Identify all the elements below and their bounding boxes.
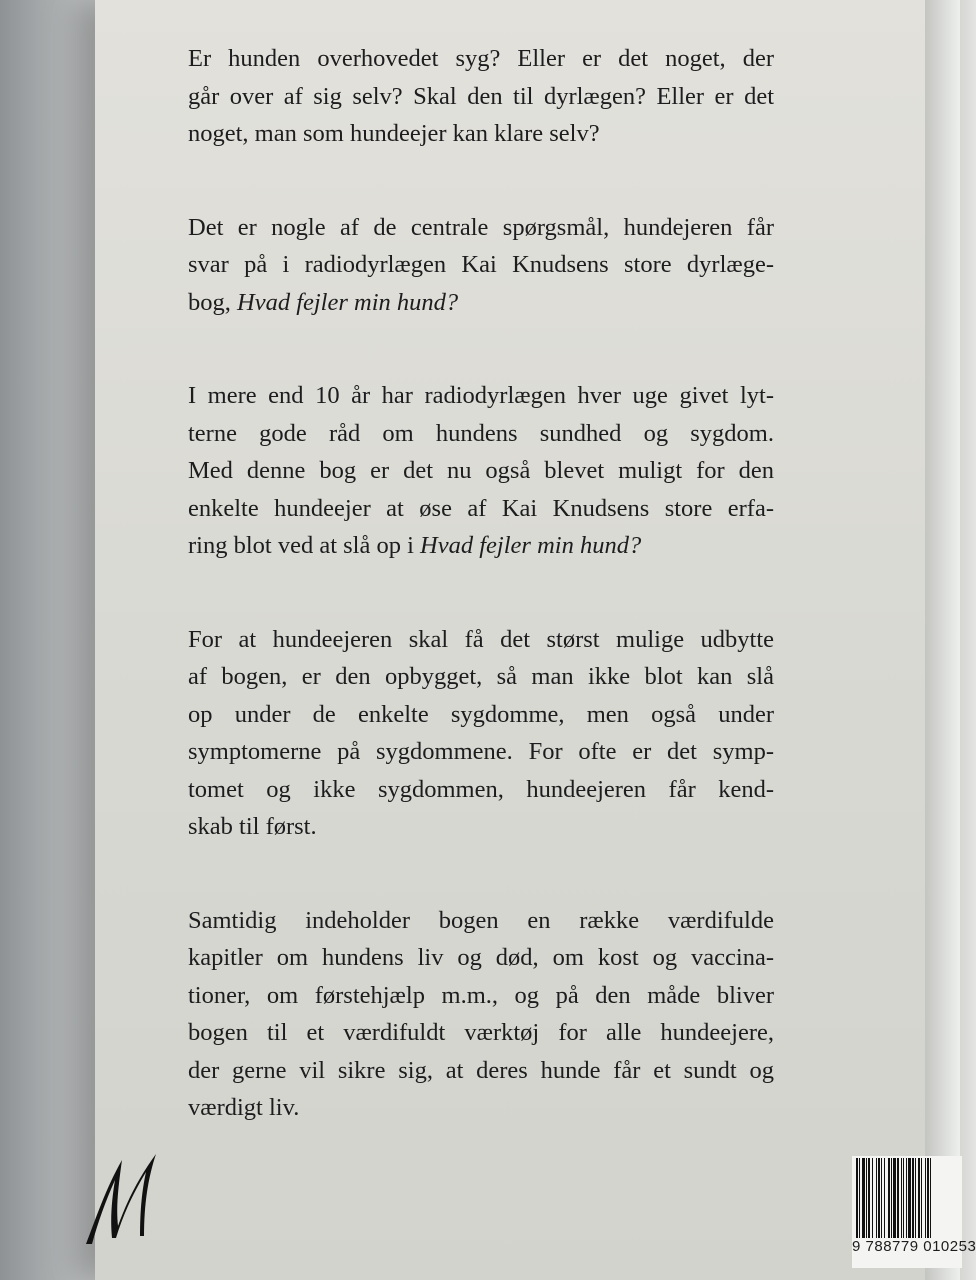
book-spine-edge xyxy=(925,0,960,1280)
text-segment: terne gode råd om hundens sundhed og sygdom. xyxy=(188,419,774,447)
text-line xyxy=(188,939,774,977)
text-line xyxy=(188,902,774,940)
book-title-italic: Hvad fejler min hund? xyxy=(420,532,642,559)
text-segment: symptomerne på sygdommene. For ofte er det symp- xyxy=(188,738,774,765)
text-line xyxy=(188,771,774,809)
text-line xyxy=(188,452,774,490)
paragraph xyxy=(188,621,774,846)
text-line xyxy=(188,1052,774,1090)
text-segment: enkelte hundeejer at øse af Kai Knudsens store erfa- xyxy=(188,494,774,522)
text-line xyxy=(188,377,774,415)
text-segment: Det er nogle af de centrale spørgsmål, hundejeren får xyxy=(188,213,774,241)
blurb-text xyxy=(188,40,774,1183)
book-title-italic: Hvad fejler min hund? xyxy=(237,288,459,316)
text-segment: går over af sig selv? Skal den til dyrlægen? Eller er det xyxy=(188,82,774,110)
text-segment: der gerne vil sikre sig, at deres hunde får et sundt og xyxy=(188,1056,774,1084)
text-line xyxy=(188,1089,774,1127)
text-segment: Med denne bog er det nu også blevet muligt for den xyxy=(188,457,774,484)
text-segment: tioner, om førstehjælp m.m., og på den måde bliver xyxy=(188,981,774,1009)
isbn-number: 9 788779 010253 xyxy=(852,1238,976,1255)
text-segment: bog, xyxy=(188,288,237,316)
text-line xyxy=(188,527,774,565)
text-line xyxy=(188,696,774,734)
text-segment: kapitler om hundens liv og død, om kost og vaccina- xyxy=(188,944,774,971)
text-line xyxy=(188,1014,774,1052)
text-segment: skab til først. xyxy=(188,813,317,840)
text-line xyxy=(188,490,774,528)
text-segment: Er hunden overhovedet syg? Eller er det noget, der xyxy=(188,45,774,72)
text-line xyxy=(188,246,774,284)
paragraph xyxy=(188,902,774,1127)
text-segment: Samtidig indeholder bogen en række værdifulde xyxy=(188,906,774,934)
text-line xyxy=(188,808,774,846)
barcode-bars xyxy=(856,1158,956,1238)
text-line xyxy=(188,415,774,453)
text-segment: noget, man som hundeejer kan klare selv? xyxy=(188,120,600,147)
text-segment: I mere end 10 år har radiodyrlægen hver uge givet lyt- xyxy=(188,382,774,409)
text-segment: ring blot ved at slå op i xyxy=(188,532,421,559)
text-line xyxy=(188,209,774,247)
publisher-logo-icon xyxy=(82,1148,162,1248)
barcode-bar xyxy=(931,1158,933,1238)
text-line xyxy=(188,284,774,322)
text-segment: tomet og ikke sygdommen, hundeejeren får kend- xyxy=(188,775,774,803)
barcode xyxy=(852,1156,976,1268)
text-line xyxy=(188,78,774,116)
text-segment: bogen til et værdifuldt værktøj for alle hundeejere, xyxy=(188,1019,774,1046)
text-segment: op under de enkelte sygdomme, men også under xyxy=(188,700,774,728)
text-segment: For at hundeejeren skal få det størst mulige udbytte xyxy=(188,625,774,653)
paragraph xyxy=(188,209,774,322)
text-segment: af bogen, er den opbygget, så man ikke blot kan slå xyxy=(188,663,774,690)
text-line xyxy=(188,621,774,659)
paragraph xyxy=(188,40,774,153)
text-line xyxy=(188,977,774,1015)
text-line xyxy=(188,733,774,771)
text-segment: svar på i radiodyrlægen Kai Knudsens store dyrlæge- xyxy=(188,251,774,278)
paragraph xyxy=(188,377,774,565)
text-line xyxy=(188,115,774,153)
text-line xyxy=(188,658,774,696)
text-segment: værdigt liv. xyxy=(188,1094,300,1121)
text-line xyxy=(188,40,774,78)
